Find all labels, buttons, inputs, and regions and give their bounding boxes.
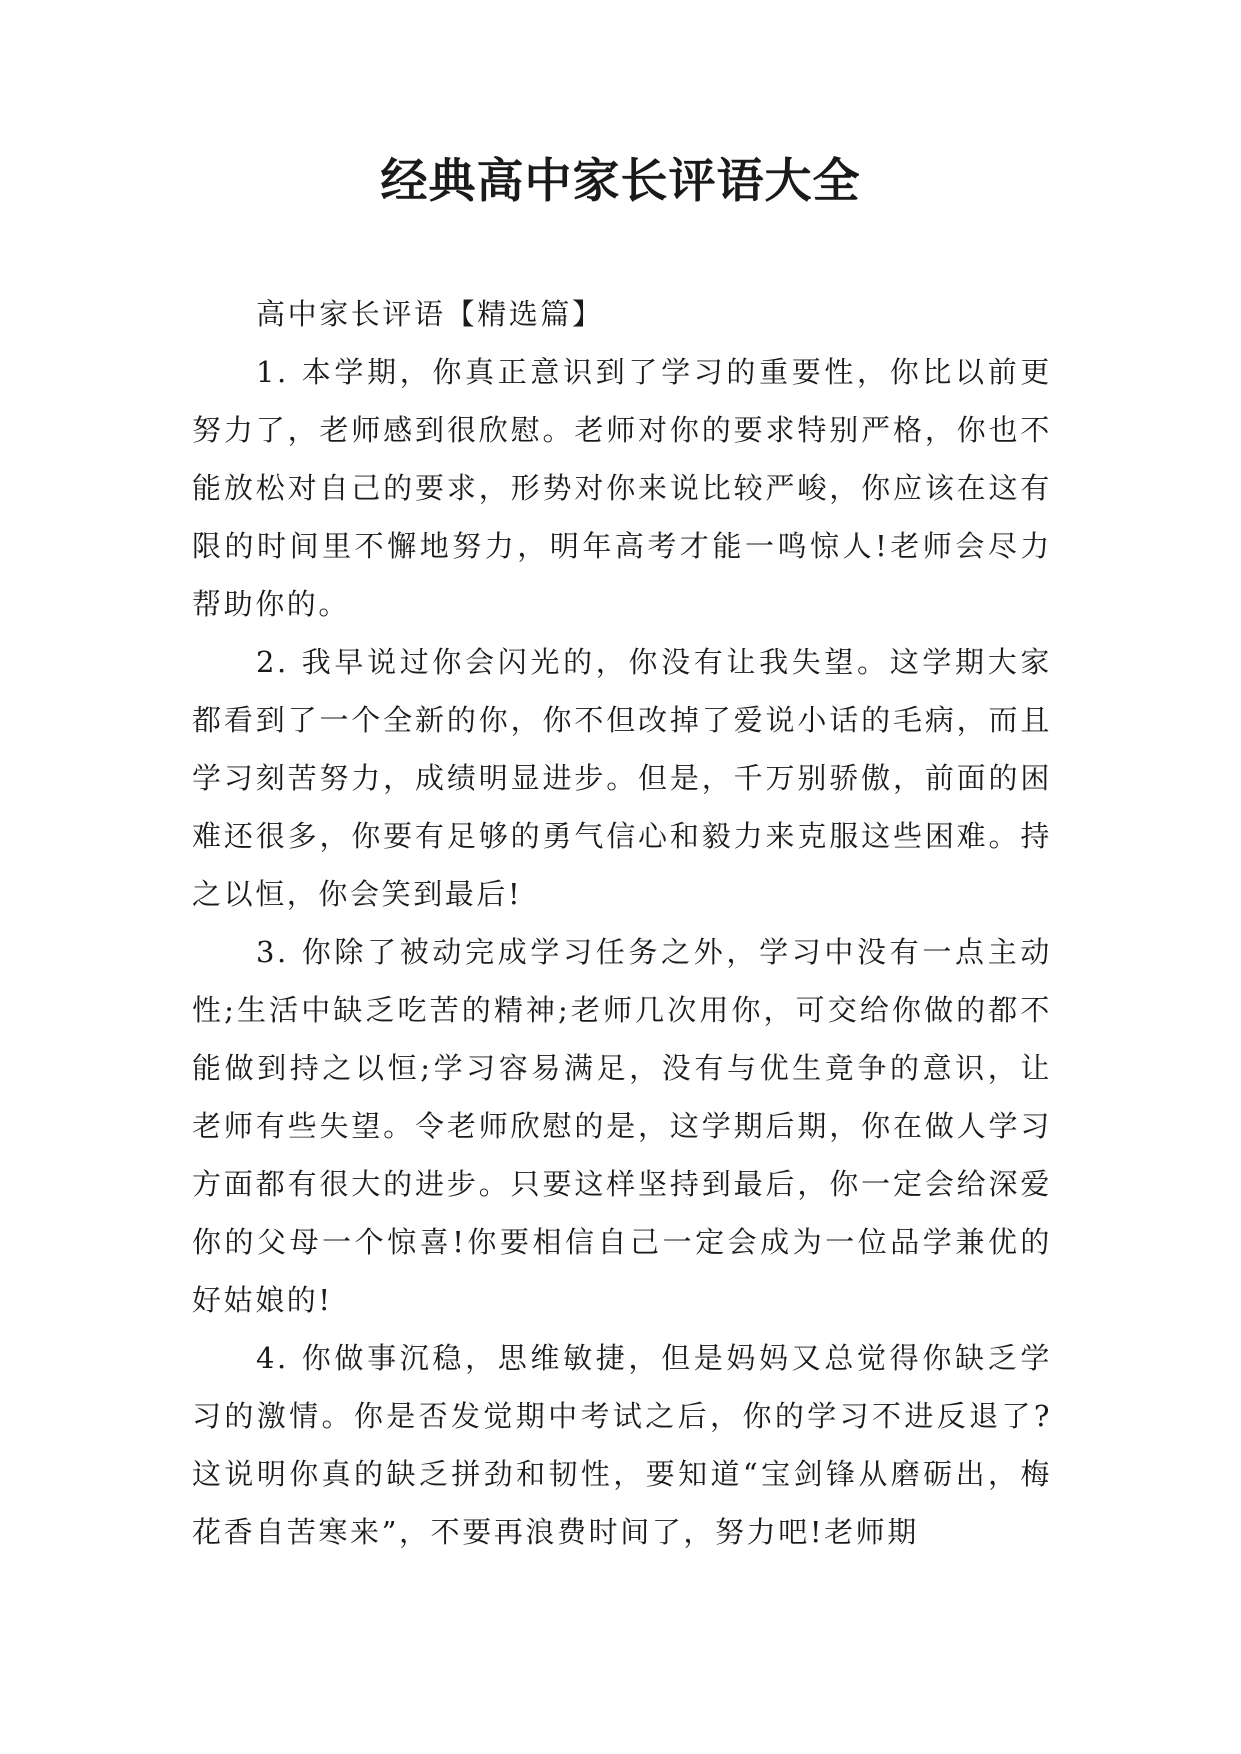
paragraph-3: 3. 你除了被动完成学习任务之外，学习中没有一点主动性;生活中缺乏吃苦的精神;老师几次用你，可交给你做的都不能做到持之以恒;学习容易满足，没有与优生竟争的意识，让老师有些失望。令老师欣慰的是，这学期后期，你在做人学习方面都有很大的进步。只要这样坚持到最后，你一定会给深爱你的父母一个惊喜!你要相信自己一定会成为一位品学兼优的好姑娘的! [192, 935, 1052, 1317]
paragraph-1: 1. 本学期，你真正意识到了学习的重要性，你比以前更努力了，老师感到很欣慰。老师对你的要求特别严格，你也不能放松对自己的要求，形势对你来说比较严峻，你应该在这有限的时间里不懈地努力，明年高考才能一鸣惊人!老师会尽力帮助你的。 [192, 355, 1052, 621]
paragraph-2: 2. 我早说过你会闪光的，你没有让我失望。这学期大家都看到了一个全新的你，你不但改掉了爱说小话的毛病，而且学习刻苦努力，成绩明显进步。但是，千万别骄傲，前面的困难还很多，你要有足够的勇气信心和毅力来克服这些困难。持之以恒，你会笑到最后! [192, 645, 1052, 911]
paragraph-4: 4. 你做事沉稳，思维敏捷，但是妈妈又总觉得你缺乏学习的激情。你是否发觉期中考试之后，你的学习不进反退了?这说明你真的缺乏拼劲和韧性，要知道“宝剑锋从磨砺出，梅花香自苦寒来”，不要再浪费时间了，努力吧!老师期 [192, 1341, 1052, 1549]
document-title: 经典高中家长评语大全 [380, 154, 861, 209]
section-heading: 高中家长评语【精选篇】 [256, 297, 604, 331]
document-body [192, 285, 1052, 1561]
